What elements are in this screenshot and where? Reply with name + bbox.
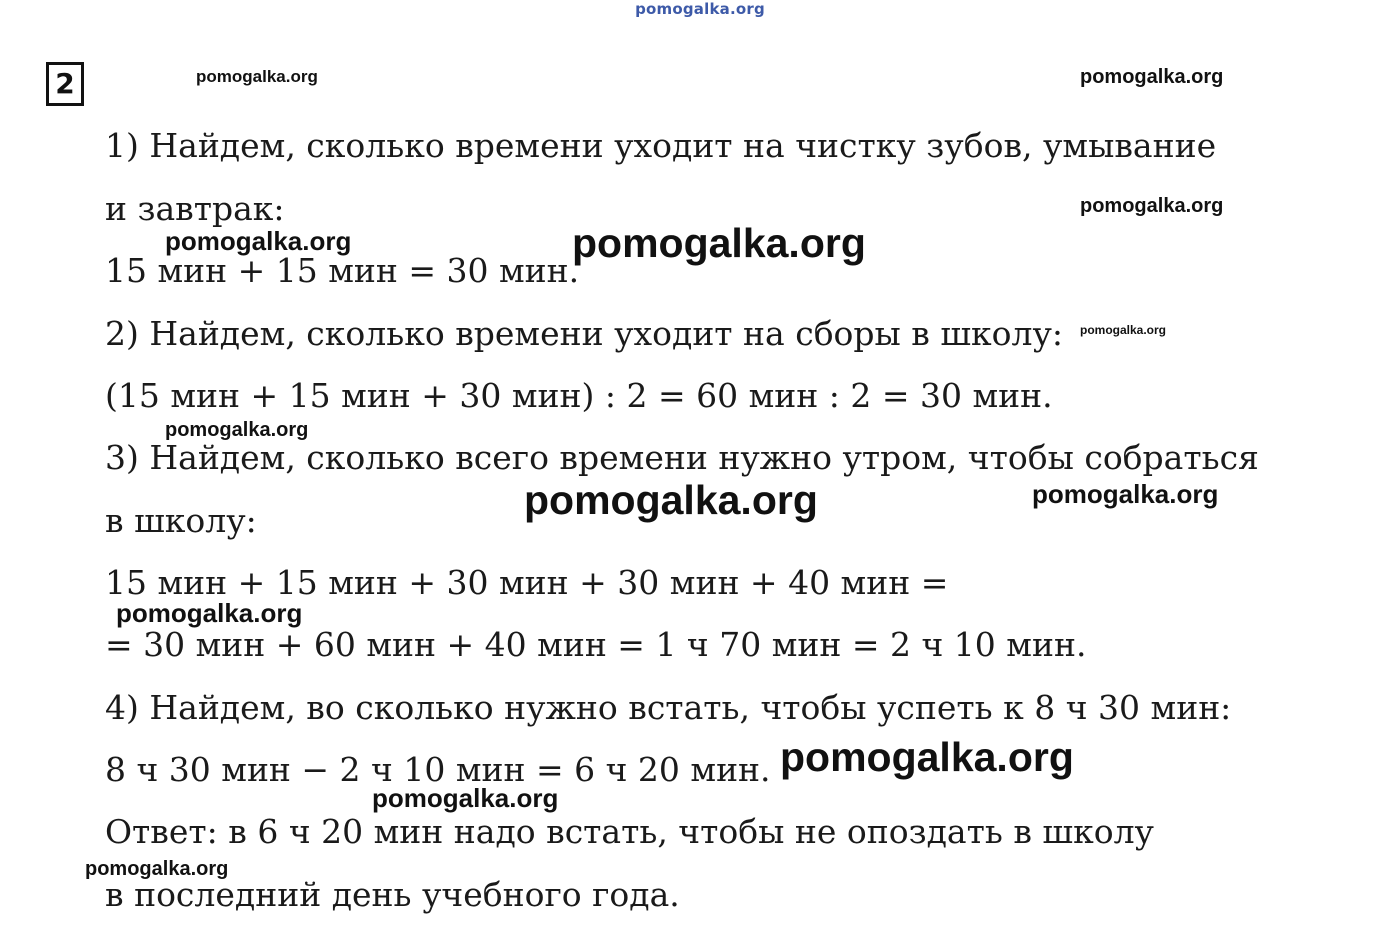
watermark: pomogalka.org xyxy=(196,67,318,86)
solution-line: в последний день учебного года. xyxy=(105,875,680,914)
solution-line: Ответ: в 6 ч 20 мин надо встать, чтобы не опоздать в школу xyxy=(105,812,1154,851)
watermark: pomogalka.org xyxy=(116,598,303,628)
watermark: pomogalka.org xyxy=(85,858,229,880)
watermark: pomogalka.org xyxy=(780,734,1074,780)
watermark: pomogalka.org xyxy=(1080,66,1224,88)
solution-line: (15 мин + 15 мин + 30 мин) : 2 = 60 мин : 2 = 30 мин. xyxy=(105,376,1053,415)
solution-line: и завтрак: xyxy=(105,189,285,228)
watermark: pomogalka.org xyxy=(165,419,309,441)
watermark: pomogalka.org xyxy=(1080,195,1224,217)
watermark: pomogalka.org xyxy=(572,220,866,266)
watermark: pomogalka.org xyxy=(165,226,352,256)
site-link-header[interactable]: pomogalka.org xyxy=(635,0,765,18)
task-number-badge: 2 xyxy=(46,62,84,106)
solution-line: 2) Найдем, сколько времени уходит на сборы в школу: xyxy=(105,314,1064,353)
watermark: pomogalka.org xyxy=(372,783,559,813)
solution-line: 8 ч 30 мин − 2 ч 10 мин = 6 ч 20 мин. xyxy=(105,750,771,789)
solution-line: = 30 мин + 60 мин + 40 мин = 1 ч 70 мин = 2 ч 10 мин. xyxy=(105,625,1087,664)
watermark: pomogalka.org xyxy=(524,477,818,523)
solution-line: в школу: xyxy=(105,501,257,540)
solution-line: 4) Найдем, во сколько нужно встать, чтобы успеть к 8 ч 30 мин: xyxy=(105,688,1232,727)
solution-line: 15 мин + 15 мин = 30 мин. xyxy=(105,251,580,290)
solution-line: 15 мин + 15 мин + 30 мин + 30 мин + 40 мин = xyxy=(105,563,949,602)
solution-line: 1) Найдем, сколько времени уходит на чистку зубов, умывание xyxy=(105,126,1217,165)
watermark: pomogalka.org xyxy=(1080,323,1167,337)
watermark: pomogalka.org xyxy=(1032,479,1219,509)
solution-line: 3) Найдем, сколько всего времени нужно утром, чтобы собраться xyxy=(105,438,1259,477)
